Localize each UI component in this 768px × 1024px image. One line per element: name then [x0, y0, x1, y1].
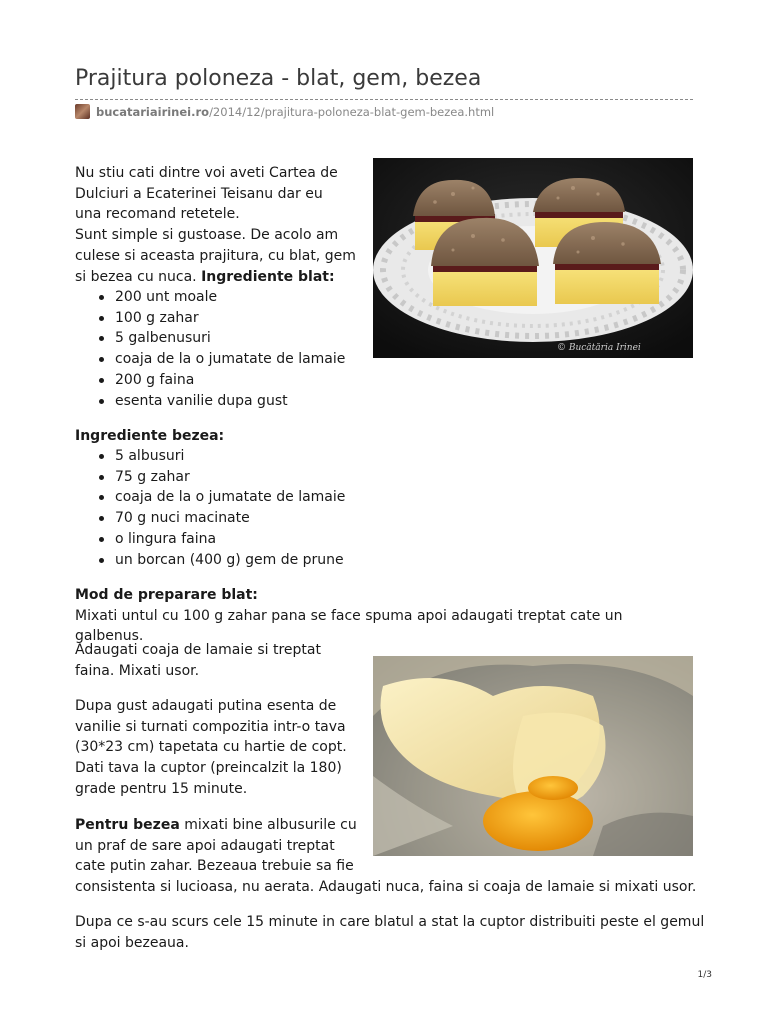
- list-item: 75 g zahar: [75, 467, 395, 488]
- prep-heading: [75, 585, 695, 606]
- title-divider: [75, 99, 693, 100]
- mixing-bowl-photo: [373, 656, 693, 856]
- list-item: o lingura faina: [75, 529, 395, 550]
- source-domain[interactable]: bucatariairinei.ro: [96, 104, 210, 119]
- photo-watermark: © Bucătăria Irinei: [557, 343, 641, 353]
- text-line: un praf de sare apoi adaugati treptat: [75, 837, 335, 854]
- list-item: coaja de la o jumatate de lamaie: [75, 349, 365, 370]
- blat-ingredients-heading: Ingrediente blat:: [201, 268, 335, 285]
- text-line: vanilie si turnati compozitia intr-o tava: [75, 718, 346, 735]
- bezea-heading-text: Ingrediente bezea:: [75, 428, 225, 444]
- prep-section: [75, 585, 695, 647]
- source-path[interactable]: /2014/12/prajitura-poloneza-blat-gem-bezea.html: [209, 104, 495, 119]
- list-item: esenta vanilie dupa gust: [75, 391, 365, 412]
- list-item: 200 unt moale: [75, 287, 365, 308]
- prep-heading-text: Mod de preparare blat:: [75, 587, 258, 603]
- text-line: Adaugati coaja de lamaie si treptat: [75, 642, 321, 658]
- bezea-heading: [75, 426, 224, 447]
- list-item: 100 g zahar: [75, 308, 365, 329]
- text-line: [75, 815, 365, 836]
- text-line: Dupa gust adaugati putina esenta de: [75, 698, 337, 714]
- text-line: faina. Mixati usor.: [75, 662, 200, 679]
- cake-slices-photo: [373, 158, 693, 358]
- list-item: 70 g nuci macinate: [75, 508, 395, 529]
- prep-paragraph-2: [75, 640, 365, 681]
- text-line: Dupa ce s-au scurs cele 15 minute in care blatul a stat la cuptor distribuiti peste el gemul: [75, 914, 705, 930]
- bezea-ingredients-list: [75, 446, 395, 570]
- list-item: un borcan (400 g) gem de prune: [75, 550, 395, 571]
- page-number: 1/3: [697, 970, 712, 980]
- text-line: cate putin zahar. Bezeaua trebuie sa fie: [75, 858, 354, 875]
- intro-line: Nu stiu cati dintre voi aveti Cartea de: [75, 165, 338, 181]
- list-item: coaja de la o jumatate de lamaie: [75, 487, 395, 508]
- text-line: (30*23 cm) tapetata cu hartie de copt.: [75, 739, 347, 756]
- intro-text: si bezea cu nuca.: [75, 268, 197, 285]
- intro-line: Dulciuri a Ecaterinei Teisanu dar eu: [75, 185, 323, 202]
- text-span: mixati bine albusurile cu: [179, 817, 357, 833]
- list-item: 5 galbenusuri: [75, 328, 365, 349]
- site-favicon-icon: [75, 104, 90, 119]
- blat-ingredients-list: [75, 287, 365, 411]
- prep-paragraph-4: [75, 815, 365, 877]
- intro-paragraph: [75, 163, 365, 287]
- intro-line: una recomand retetele.: [75, 206, 240, 223]
- text-line: Dati tava la cuptor (preincalzit la 180): [75, 760, 342, 777]
- prep-paragraph-3: [75, 696, 365, 800]
- source-line[interactable]: [75, 104, 494, 119]
- list-item: 5 albusuri: [75, 446, 395, 467]
- bezea-bold-label: Pentru bezea: [75, 817, 180, 833]
- text-line: grade pentru 15 minute.: [75, 780, 248, 797]
- page-title: Prajitura poloneza - blat, gem, bezea: [75, 66, 482, 91]
- mixing-photo-illustration: [373, 656, 693, 856]
- text-line: si apoi bezeaua.: [75, 934, 189, 951]
- cake-photo-illustration: [373, 158, 693, 358]
- prep-paragraph-5: [75, 912, 715, 953]
- list-item: 200 g faina: [75, 370, 365, 391]
- intro-line: Sunt simple si gustoase. De acolo am: [75, 227, 339, 244]
- prep-paragraph-4-end: consistenta si lucioasa, nu aerata. Adaugati nuca, faina si coaja de lamaie si mixati usor.: [75, 879, 697, 895]
- prep-paragraph: Mixati untul cu 100 g zahar pana se face spuma apoi adaugati treptat cate un galbenus.: [75, 607, 623, 645]
- intro-line: [75, 267, 365, 288]
- intro-line: culese si aceasta prajitura, cu blat, gem: [75, 247, 356, 264]
